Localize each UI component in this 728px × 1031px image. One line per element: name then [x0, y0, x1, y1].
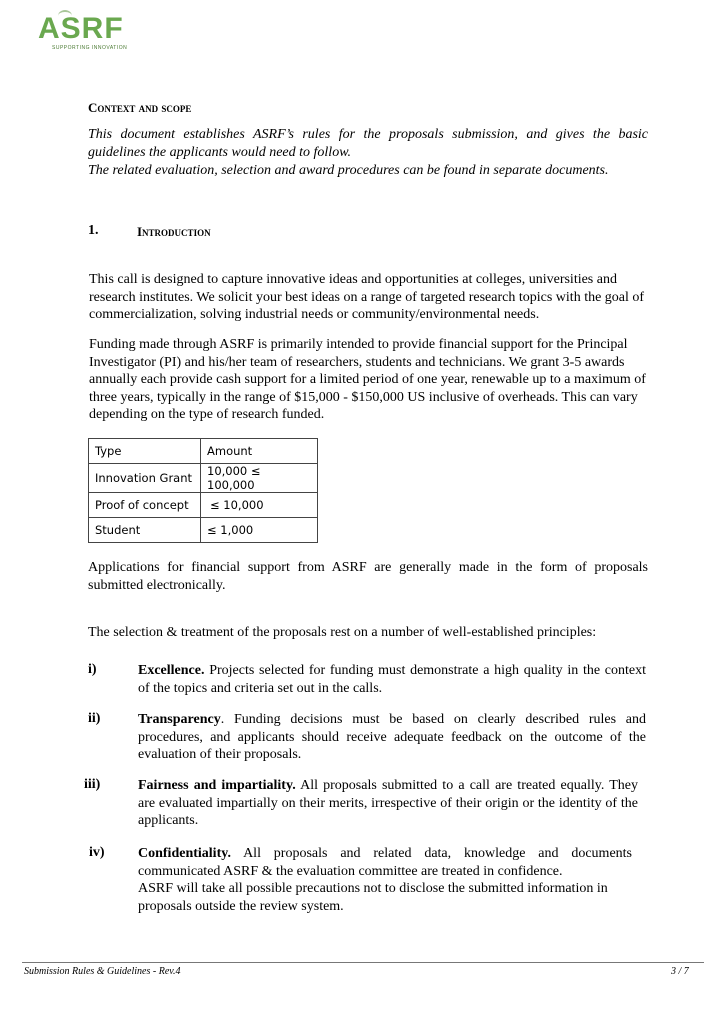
intro-p1-text: This call is designed to capture innovative ideas and opportunities at colleges, universities and research institutes. We solicit your best ideas on a range of targeted research topics with the goal of commercialization, solving industrial needs or community/environmental needs.	[89, 272, 645, 322]
principle-text: All proposals submitted to a call are treated equally. They are evaluated impartially on their merits, irrespective of their origin or the identity of the applicants.	[138, 778, 638, 828]
principles-intro: The selection & treatment of the proposals rest on a number of well-established principles:	[88, 625, 597, 640]
intro-paragraph-2	[89, 336, 649, 424]
context-line-1: This document establishes ASRF’s rules for the proposals submission, and gives the basic guidelines the applicants would need to follow.	[88, 127, 648, 160]
principle-text: . Funding decisions must be based on clearly described rules and procedures, and applicants should receive adequate feedback on the outcome of the evaluation of their proposals.	[138, 712, 646, 762]
principle-confidentiality-extra: ASRF will take all possible precautions not to disclose the submitted information in proposals outside the review system.	[138, 881, 608, 914]
principle-label: ii)	[88, 711, 101, 726]
table-cell-type: Proof of concept	[89, 493, 201, 518]
funding-table	[88, 438, 318, 543]
asrf-logo	[38, 14, 138, 54]
principle-title: Confidentiality.	[138, 846, 231, 861]
principle-excellence	[138, 662, 646, 697]
table-cell-amount: ≤ 1,000	[201, 518, 318, 543]
principle-fairness	[138, 777, 638, 830]
logo-tagline: SUPPORTING INNOVATION	[52, 45, 128, 51]
context-text	[88, 126, 648, 180]
principle-title: Fairness and impartiality.	[138, 778, 296, 793]
logo-swoosh-icon	[58, 10, 72, 22]
table-row	[89, 493, 318, 518]
applications-paragraph: Applications for financial support from ASRF are generally made in the form of proposals submitted electronically.	[88, 560, 648, 593]
table-header-row	[89, 439, 318, 464]
table-cell-type: Innovation Grant	[89, 464, 201, 493]
table-header-type: Type	[89, 439, 201, 464]
principle-label: iii)	[84, 777, 101, 792]
principle-title: Transparency	[138, 712, 221, 727]
section-title: Introduction	[137, 224, 211, 239]
principle-label: iv)	[89, 845, 105, 860]
table-cell-type: Student	[89, 518, 201, 543]
intro-p2-text: Funding made through ASRF is primarily intended to provide financial support for the Principal Investigator (PI) and his/her team of researchers, students and technicians. We grant 3-5 awards annually each provide cash support for a limited period of one year, renewable up to a maximum of three years, typically in the range of $15,000 - $150,000 US inclusive of overheads. This can vary depending on the type of research funded.	[89, 337, 646, 422]
principle-text: All proposals and related data, knowledge and documents communicated ASRF & the evaluation committee are treated in confidence.	[138, 846, 632, 879]
principle-confidentiality	[138, 845, 632, 880]
principle-transparency	[138, 711, 646, 764]
intro-paragraph-1	[89, 271, 649, 324]
principle-text: Projects selected for funding must demonstrate a high quality in the context of the topics and criteria set out in the calls.	[138, 663, 646, 696]
table-header-amount: Amount	[201, 439, 318, 464]
footer-page-number: 3 / 7	[671, 966, 689, 977]
principle-title: Excellence.	[138, 663, 205, 678]
footer-divider	[22, 962, 704, 963]
table-cell-amount: ≤ 10,000	[201, 493, 318, 518]
principle-label: i)	[88, 662, 97, 677]
context-heading: Context and scope	[88, 100, 192, 115]
footer-document-title: Submission Rules & Guidelines - Rev.4	[24, 966, 181, 977]
table-row	[89, 464, 318, 493]
context-line-2: The related evaluation, selection and award procedures can be found in separate documents.	[88, 163, 609, 178]
table-row	[89, 518, 318, 543]
logo-wordmark: ASRF	[38, 12, 124, 45]
section-number: 1.	[88, 223, 99, 238]
table-cell-amount: 10,000 ≤ 100,000	[201, 464, 318, 493]
